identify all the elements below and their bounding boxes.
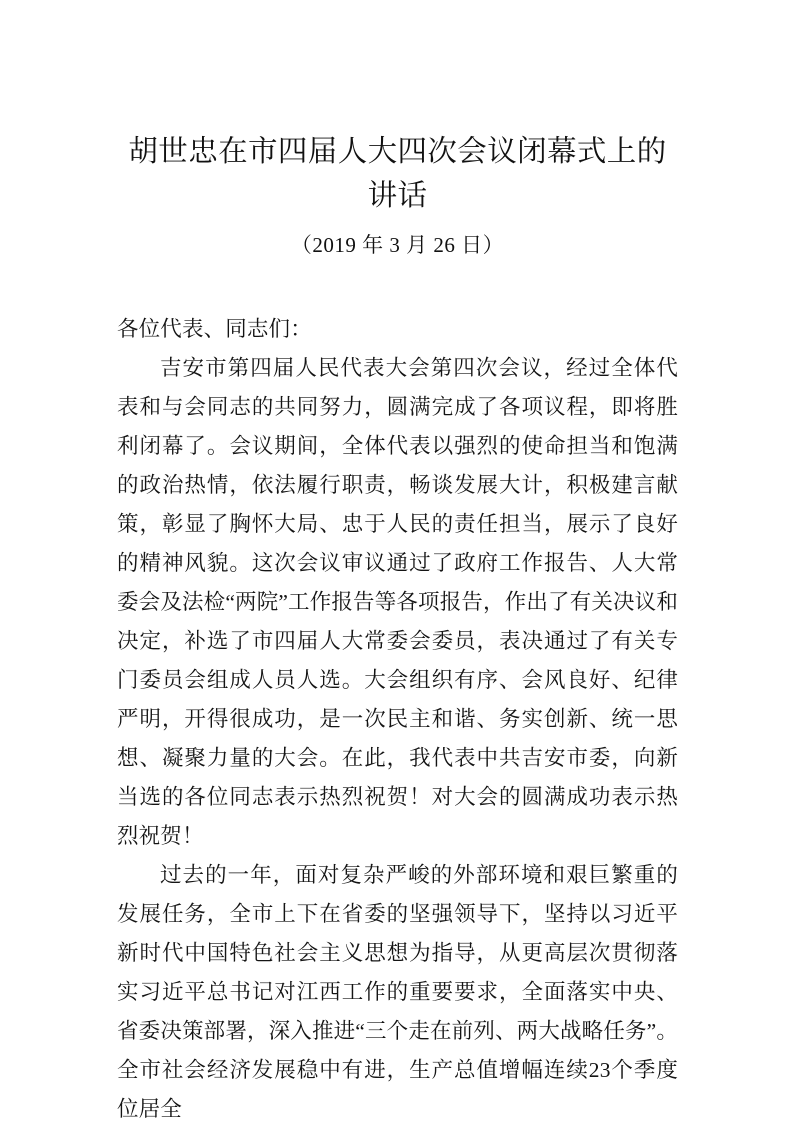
body-paragraph: 过去的一年，面对复杂严峻的外部环境和艰巨繁重的发展任务，全市上下在省委的坚强领导下，坚持以习近平新时代中国特色社会主义思想为指导，从更高层次贯彻落实习近平总书记对江西工作的重要要求，全面落实中央、省委决策部署，深入推进“三个走在前列、两大战略任务”。全市社会经济发展稳中有进，生产总值增幅连续23个季度位居全	[117, 863, 678, 1121]
salutation-line: 各位代表、同志们：	[117, 317, 312, 341]
document-body	[117, 260, 678, 1122]
document-content	[117, 0, 678, 1122]
document-date: （2019 年 3 月 26 日）	[290, 233, 505, 257]
page-title: 胡世忠在市四届人大四次会议闭幕式上的讲话	[128, 136, 667, 212]
body-paragraph: 吉安市第四届人民代表大会第四次会议，经过全体代表和与会同志的共同努力，圆满完成了各项议程，即将胜利闭幕了。会议期间，全体代表以强烈的使命担当和饱满的政治热情，依法履行职责，畅谈发展大计，积极建言献策，彰显了胸怀大局、忠于人民的责任担当，展示了良好的精神风貌。这次会议审议通过了政府工作报告、人大常委会及法检“两院”工作报告等各项报告，作出了有关决议和决定，补选了市四届人大常委会委员，表决通过了有关专门委员会组成人员人选。大会组织有序、会风良好、纪律严明，开得很成功，是一次民主和谐、务实创新、统一思想、凝聚力量的大会。在此，我代表中共吉安市委，向新当选的各位同志表示热烈祝贺！对大会的圆满成功表示热烈祝贺！	[117, 356, 678, 848]
